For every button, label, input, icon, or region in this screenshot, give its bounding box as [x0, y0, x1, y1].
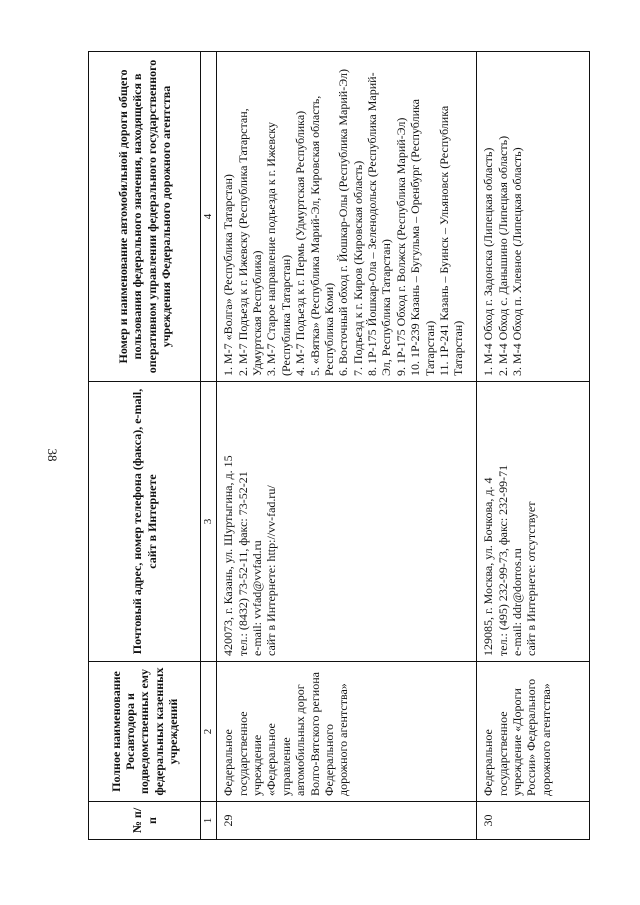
- header-name: Полное наименование Росавтодора и подведомственных ему федеральных казенных учреждений: [89, 662, 201, 802]
- road-item: 6. Восточный обход г. Йошкар-Олы (Республика Марий-Эл): [336, 69, 351, 376]
- road-item: 10. 1Р-239 Казань – Бугульма – Оренбург (Республика Татарстан): [408, 99, 437, 376]
- roads-cell: [477, 52, 590, 382]
- row-number: 30: [477, 802, 590, 840]
- road-item: 7. Подъезд к г. Киров (Кировская область): [350, 160, 365, 376]
- rotated-page: [88, 52, 590, 840]
- column-number: 2: [201, 662, 217, 802]
- agency-contacts: [217, 382, 477, 662]
- website: сайт в Интернете: отсутствует: [524, 501, 539, 656]
- phone-fax: тел.: (495) 232-99-73, факс: 232-99-71: [495, 464, 510, 656]
- road-item: 2. М-7 Подъезд к г. Ижевску (Республика Татарстан, Удмуртская Республика): [235, 108, 264, 376]
- postal-address: 420073, г. Казань, ул. Шуртыгина, д. 15: [221, 455, 236, 656]
- road-item: 3. М-7 Старое направление подъезда к г. Ижевску (Республика Татарстан): [264, 122, 293, 376]
- road-item: 8. 1Р-175 Йошкар-Ола – Зеленодольск (Республика Марий-Эл, Республика Татарстан): [365, 72, 394, 376]
- column-number: 4: [201, 52, 217, 382]
- agency-name: Федеральное государственное учреждение «Дороги России» Федерального дорожного агентства»: [477, 662, 590, 802]
- road-list: [221, 57, 466, 376]
- email: e-mail: ddr@dorros.ru: [509, 548, 524, 656]
- road-list: [481, 57, 524, 376]
- road-item: 3. М-4 Обход п. Хлевное (Липецкая область): [509, 147, 524, 376]
- table-row: [477, 52, 590, 840]
- road-item: 1. М-4 Обход г. Задонска (Липецкая область): [481, 147, 496, 376]
- road-item: 9. 1Р-175 Обход г. Волжск (Республика Марий-Эл): [393, 117, 408, 376]
- road-item: 1. М-7 «Волга» (Республика Татарстан): [221, 174, 236, 376]
- column-number-row: [201, 52, 217, 840]
- website: сайт в Интернете: http://vv-fad.ru/: [264, 485, 279, 656]
- road-item: 11. 1Р-241 Казань – Буинск – Ульяновск (Республика Татарстан): [437, 105, 466, 376]
- postal-address: 129085, г. Москва, ул. Бочкова, д. 4: [481, 477, 496, 656]
- table-row: [217, 52, 477, 840]
- column-number: 1: [201, 802, 217, 840]
- agency-name: Федеральное государственное учреждение «Федеральное управление автомобильных дорог Волго-Вятского региона Федерального дорожного агентства»: [217, 662, 477, 802]
- road-agencies-table: [88, 51, 590, 840]
- table-header-row: [89, 52, 201, 840]
- header-roads: Номер и наименование автомобильной дороги общего пользования федерального значения, находящейся в оперативном управлении федерального государственного учреждения Федерального дорожного агентства: [89, 52, 201, 382]
- header-contacts: Почтовый адрес, номер телефона (факса), e-mail, сайт в Интернете: [89, 382, 201, 662]
- landscape-content: [88, 52, 590, 840]
- page-number: 38: [45, 448, 60, 462]
- agency-contacts: [477, 382, 590, 662]
- road-item: 4. М-7 Подъезд к г. Пермь (Удмуртская Республика): [293, 110, 308, 376]
- email: e-mail: vvfad@vvfad.ru: [249, 540, 264, 656]
- column-number: 3: [201, 382, 217, 662]
- road-item: 2. М-4 Обход с. Данышино (Липецкая область): [495, 135, 510, 376]
- road-item: 5. «Вятка» (Республика Марий-Эл, Кировская область, Республика Коми): [307, 95, 336, 376]
- row-number: 29: [217, 802, 477, 840]
- roads-cell: [217, 52, 477, 382]
- phone-fax: тел.: (8432) 73-52-11, факс: 73-52-21: [235, 471, 250, 656]
- header-number: № п/п: [89, 802, 201, 840]
